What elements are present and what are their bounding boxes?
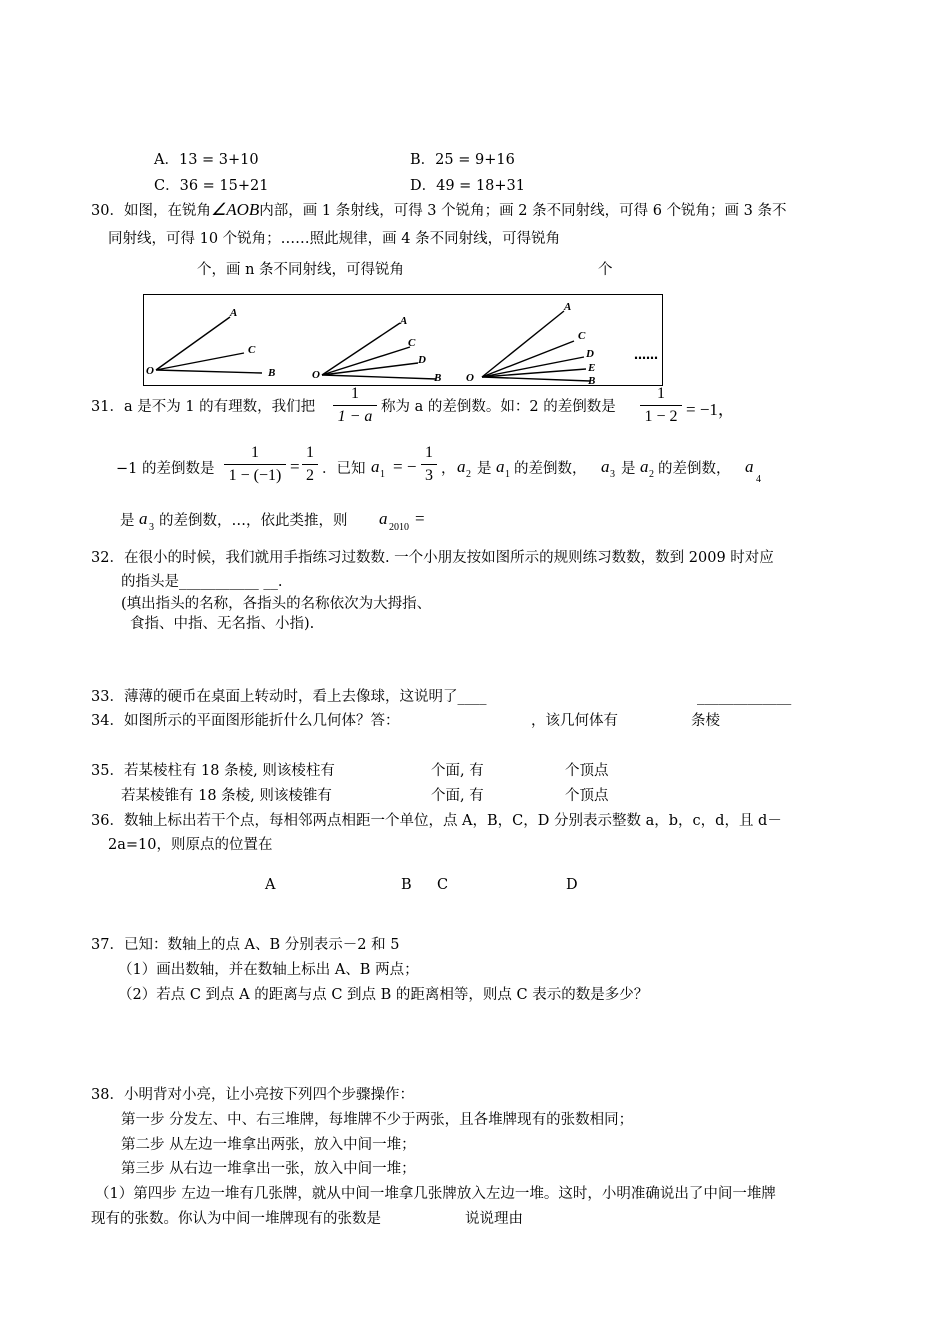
q35-line1-c: 个顶点 (565, 763, 609, 779)
q31-line1-c: = −1， (686, 400, 735, 419)
q31-a3b-sub: 3 (149, 522, 154, 533)
q30-text-a: 30．如图，在锐角 (91, 203, 211, 219)
q31-a1b-sub: 1 (505, 469, 510, 480)
q31-a2: a (457, 457, 466, 476)
label-b-1: B (268, 367, 276, 379)
frac-denominator: 1 − a (337, 408, 373, 425)
q37-line2: （1）画出数轴，并在数轴上标出 A、B 两点； (118, 962, 419, 978)
q34-line1: 34．如图所示的平面图形能折什么几何体？答： (91, 713, 400, 729)
q30-figure (143, 294, 663, 386)
q29-option-a: A．13 = 3+10 (154, 152, 259, 168)
q38-step4: （1）第四步 左边一堆有几张牌，就从中间一堆拿几张牌放入左边一堆。这时，小明准确说出了中间一堆牌 (95, 1186, 776, 1202)
continuation-dots: …… (634, 348, 658, 362)
frac-bar (333, 405, 377, 406)
q31-fraction-1 (333, 384, 377, 427)
q35-line2-b: 个面, 有 (431, 788, 484, 804)
numberline-label-c: C (437, 877, 449, 893)
label-d-3: D (586, 348, 594, 360)
q31-a2010: a (379, 509, 388, 528)
q29-option-b: B．25 = 9+16 (410, 152, 515, 168)
label-o-1: O (146, 365, 154, 377)
q36-line2: 2a=10，则原点的位置在 (108, 837, 273, 853)
frac-bar (640, 405, 682, 406)
label-d-2: D (418, 354, 426, 366)
q33-blank: _____________ (697, 689, 792, 705)
frac-bar (224, 464, 286, 465)
rays-diagram (144, 295, 662, 385)
frac-denominator: 3 (425, 467, 433, 484)
q29-option-d: D．49 = 18+31 (410, 178, 525, 194)
frac-bar (421, 464, 437, 465)
frac-numerator: 1 (251, 444, 259, 461)
q30-line3-b: 个 (598, 262, 613, 278)
label-c-1: C (248, 344, 256, 356)
q31-line2-b: ．已知 (322, 461, 366, 477)
label-b-3: B (588, 375, 596, 385)
q31-fraction-2 (640, 384, 682, 427)
q31-a3: a (601, 457, 610, 476)
q37-line3: （2）若点 C 到点 A 的距离与点 C 到点 B 的距离相等，则点 C 表示的数是多少？ (118, 987, 649, 1003)
q38-line6-b: 说说理由 (465, 1211, 523, 1227)
label-e-3: E (588, 362, 596, 374)
frac-numerator: 1 (306, 444, 314, 461)
q35-line1-a: 35．若某棱柱有 18 条棱, 则该棱柱有 (91, 763, 335, 779)
label-a-3: A (564, 301, 572, 313)
q31-is: 是 (477, 461, 492, 477)
numberline-label-b: B (401, 877, 412, 893)
numberline-label-d: D (566, 877, 578, 893)
numberline-label-a: A (265, 877, 276, 893)
label-c-3: C (578, 330, 586, 342)
q31-a2b: a (640, 457, 649, 476)
q31-a2-sub: 2 (466, 469, 471, 480)
q34-line1-b: ，该几何体有 (531, 713, 618, 729)
q31-a1-sub: 1 (380, 469, 385, 480)
q30-angle: ∠AOB (210, 200, 260, 219)
frac-bar (302, 464, 318, 465)
q31-minus-eq: = − (393, 457, 417, 476)
q33-line1: 33．薄薄的硬币在桌面上转动时，看上去像球，这说明了____ (91, 689, 487, 705)
q31-a3-sub: 3 (610, 469, 615, 480)
q38-step1: 第一步 分发左、中、右三堆牌，每堆牌不少于两张，且各堆牌现有的张数相同； (121, 1112, 634, 1128)
q31-fraction-5 (421, 443, 437, 486)
label-b-2: B (434, 372, 442, 384)
q31-comma: ， (441, 461, 456, 477)
q31-fraction-4 (302, 443, 318, 486)
label-a-1: A (230, 307, 238, 319)
q38-line6-a: 现有的张数。你认为中间一堆牌现有的张数是 (91, 1211, 381, 1227)
q36-line1: 36．数轴上标出若干个点，每相邻两点相距一个单位，点 A，B，C，D 分别表示整数 a，b，c，d，且 d－ (91, 813, 782, 829)
q38-step3: 第三步 从右边一堆拿出一张，放入中间一堆； (121, 1161, 416, 1177)
frac-numerator: 1 (657, 385, 665, 402)
q31-a1b: a (496, 457, 505, 476)
frac-denominator: 1 − 2 (644, 408, 678, 425)
q32-line4: 食指、中指、无名指、小指). (130, 616, 315, 632)
q38-line1: 38．小明背对小亮，让小亮按下列四个步骤操作： (91, 1087, 414, 1103)
frac-denominator: 1 − (−1) (228, 467, 282, 484)
q32-line2: 的指头是___________ __. (121, 574, 283, 590)
q35-line2-c: 个顶点 (565, 788, 609, 804)
frac-numerator: 1 (351, 385, 359, 402)
q31-equals: = (290, 457, 300, 476)
label-c-2: C (408, 337, 416, 349)
q31-fraction-3 (224, 443, 286, 486)
q31-line1-b: 称为 a 的差倒数。如：2 的差倒数是 (381, 399, 616, 415)
q34-line1-c: 条棱 (691, 713, 720, 729)
label-o-3: O (466, 372, 474, 384)
q31-line3-a: 是 (120, 513, 135, 529)
q30-line2: 同射线，可得 10 个锐角；……照此规律，画 4 条不同射线，可得锐角 (108, 231, 561, 247)
q30-line3-a: 个，画 n 条不同射线，可得锐角 (197, 262, 405, 278)
q35-line1-b: 个面, 有 (431, 763, 484, 779)
q31-is-2: 是 (621, 461, 636, 477)
q31-diff1: 的差倒数， (514, 461, 587, 477)
q31-a4-sub: 4 (756, 474, 761, 485)
q31-diff2: 的差倒数， (658, 461, 731, 477)
q31-a2b-sub: 2 (649, 469, 654, 480)
q31-line1-a: 31．a 是不为 1 的有理数，我们把 (91, 399, 316, 415)
label-a-2: A (400, 315, 408, 327)
q31-a3b: a (139, 509, 148, 528)
q30-text-b: 内部，画 1 条射线，可得 3 个锐角；画 2 条不同射线，可得 6 个锐角；画 3 条不 (259, 203, 787, 219)
q38-step2: 第二步 从左边一堆拿出两张，放入中间一堆； (121, 1137, 416, 1153)
q31-a1: a (371, 457, 380, 476)
q31-line2-a: −1 的差倒数是 (116, 461, 215, 477)
q37-line1: 37．已知：数轴上的点 A、B 分别表示－2 和 5 (91, 937, 400, 953)
q31-a2010-sub: 2010 (389, 522, 409, 533)
q30-line1 (91, 201, 786, 220)
q31-line3-b: 的差倒数，…，依此类推，则 (159, 513, 348, 529)
q32-line3: (填出指头的名称，各指头的名称依次为大拇指、 (121, 596, 432, 612)
frac-denominator: 2 (306, 467, 314, 484)
q31-a4: a (745, 457, 754, 476)
q29-option-c: C．36 = 15+21 (154, 178, 269, 194)
q31-final-equals: = (415, 509, 425, 528)
frac-numerator: 1 (425, 444, 433, 461)
q35-line2-a: 若某棱锥有 18 条棱, 则该棱锥有 (121, 788, 332, 804)
label-o-2: O (312, 369, 320, 381)
q32-line1: 32．在很小的时候，我们就用手指练习过数数. 一个小朋友按如图所示的规则练习数数，数到 2009 时对应 (91, 550, 774, 566)
